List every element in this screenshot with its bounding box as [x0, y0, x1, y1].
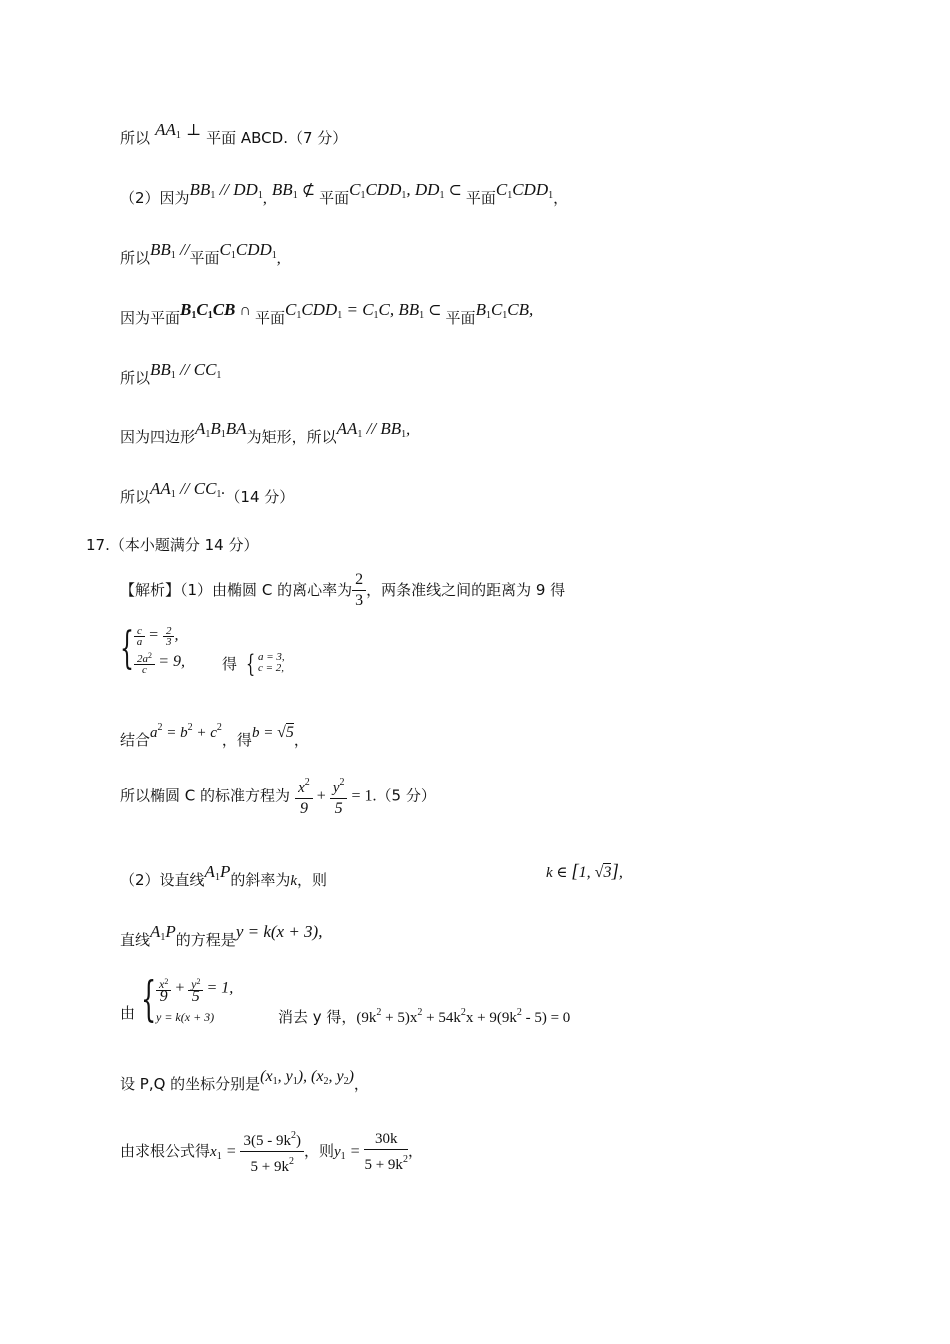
perp-symbol: ⊥	[185, 122, 202, 139]
subscript: 1	[257, 190, 263, 201]
math-expr	[210, 1144, 240, 1160]
math-var: b =	[251, 725, 278, 741]
system-eq-1	[134, 626, 178, 647]
math-var: y	[334, 1144, 341, 1160]
subscript: 1	[216, 489, 222, 500]
math-var: + c	[192, 725, 217, 741]
plus: +	[312, 787, 330, 805]
math-expr	[260, 1068, 354, 1085]
numerator-end: )	[295, 1133, 301, 1149]
math-op: //	[175, 240, 190, 259]
text: 所以	[120, 129, 151, 147]
fraction-x2-9	[295, 773, 313, 819]
text: 因为四边形	[120, 428, 196, 446]
comma: ,	[174, 626, 179, 644]
math-op: ⊄	[297, 182, 320, 199]
fraction-x1	[240, 1126, 304, 1177]
math-var: P	[219, 862, 231, 881]
fraction-y1	[364, 1129, 407, 1175]
numerator: 2	[163, 626, 175, 637]
system-result	[258, 652, 285, 674]
math-var: k ∈	[546, 865, 572, 881]
math-var: BA	[225, 419, 247, 438]
subscript: 1	[292, 190, 298, 201]
denominator: c	[142, 664, 147, 676]
math-var: A	[150, 922, 161, 941]
fraction-2-3	[352, 570, 366, 611]
subscript: 1	[548, 190, 554, 201]
denominator: 5 + 9k	[250, 1159, 289, 1175]
plus: +	[174, 979, 186, 997]
roots-line	[120, 1126, 423, 1179]
solution-label: 【解析】	[120, 581, 181, 599]
text: ，	[407, 1142, 423, 1160]
text: 所以椭圆 C 的标准方程为	[120, 786, 291, 805]
text: 因为平面	[120, 309, 181, 327]
superscript: 2	[187, 722, 193, 733]
math-op: // DD	[215, 180, 258, 199]
math-var: BB	[150, 240, 171, 259]
proof-line-5	[120, 360, 222, 394]
denominator: 9	[159, 988, 168, 1005]
subscript: 1	[292, 1076, 298, 1087]
text: 直线	[120, 931, 151, 949]
derive-text: 得	[222, 655, 238, 673]
numerator: x	[298, 780, 305, 796]
subscript: 1	[210, 190, 216, 201]
math-expr	[180, 300, 255, 319]
text: ，两条准线之间的距离为 9 得	[366, 581, 566, 599]
proof-line-2	[120, 180, 569, 214]
math-op: ⊂	[444, 182, 466, 199]
math-expr	[150, 922, 176, 941]
math-var: , DD	[406, 180, 440, 199]
bracket: ]	[611, 861, 619, 882]
equals: =	[345, 1143, 365, 1160]
subscript: 1	[340, 1151, 346, 1162]
math-expr	[476, 300, 534, 319]
denominator: a	[136, 636, 143, 648]
math-expr	[220, 240, 277, 259]
math-var: C	[349, 180, 361, 199]
elim-prefix: 由	[120, 1004, 136, 1022]
subscript: 1	[502, 310, 508, 321]
text: 平面	[445, 309, 476, 327]
subscript: 1	[507, 190, 513, 201]
math-var: AA	[150, 479, 171, 498]
numerator: 3(5 - 9k	[243, 1133, 291, 1149]
math-expr	[150, 240, 189, 259]
elim-result	[278, 1003, 570, 1028]
superscript: 2	[417, 1007, 423, 1018]
math-var: CB	[212, 300, 236, 319]
math-var: a	[150, 725, 158, 741]
numerator: 30k	[364, 1129, 407, 1150]
denominator: 5	[191, 988, 200, 1005]
text: 平面	[319, 189, 350, 207]
text: 消去 y 得，	[278, 1008, 357, 1026]
math-var: B	[180, 300, 192, 319]
equals-one: = 1.	[347, 787, 377, 805]
denominator: 3	[165, 636, 172, 648]
math-op: = C	[342, 300, 374, 319]
math-expr	[334, 1144, 364, 1160]
subscript: 1	[272, 1076, 278, 1087]
denominator: 3	[355, 592, 364, 609]
text: （1）由椭圆 C 的离心率为	[180, 581, 353, 599]
math-var: AA	[155, 120, 176, 139]
math-var: C	[284, 300, 297, 319]
text: 的方程是	[175, 931, 236, 949]
subscript: 1	[373, 310, 379, 321]
subscript: 1	[216, 370, 222, 381]
text: ，	[353, 1075, 369, 1093]
subscript: 1	[220, 429, 226, 440]
left-brace: {	[120, 623, 134, 674]
equals-one: = 1,	[206, 979, 234, 997]
math-var: C, BB	[378, 300, 420, 319]
math-op: ∩	[235, 302, 255, 319]
fraction-x2-9-small	[156, 976, 171, 1003]
math-term: + 5)x	[381, 1010, 418, 1026]
math-expr	[150, 722, 222, 741]
math-expr	[285, 300, 446, 319]
proof-line-4	[120, 300, 534, 334]
math-op: // CC	[175, 360, 217, 379]
subscript: 2	[323, 1076, 329, 1087]
math-op: // CC	[175, 479, 217, 498]
math-var: A	[204, 862, 215, 881]
comma: ,	[276, 250, 281, 267]
math-var: ), (x	[297, 1068, 324, 1085]
text: 平面	[189, 249, 220, 267]
text: ，则	[297, 871, 328, 889]
math-term: x + 9(9k	[465, 1010, 517, 1026]
subscript: 1	[205, 429, 211, 440]
math-expr	[190, 180, 263, 199]
math-expr	[272, 180, 319, 199]
subscript: 1	[439, 190, 445, 201]
text: （5 分）	[376, 786, 436, 805]
superscript: 2	[290, 1130, 296, 1141]
subscript: 1	[191, 310, 197, 321]
math-expr	[150, 360, 221, 379]
numerator: 2a	[137, 653, 148, 665]
sqrt-radicand: 5	[285, 724, 294, 741]
math-expr	[195, 419, 247, 438]
math-var: BB	[189, 180, 211, 199]
text: 平面	[465, 189, 496, 207]
text: （2）设直线	[120, 871, 205, 889]
math-var: B	[475, 300, 486, 319]
text: （14 分）	[225, 488, 295, 506]
text: 为矩形，所以	[246, 428, 337, 446]
text: 平面 ABCD.（7 分）	[206, 129, 348, 147]
math-term: (9k	[356, 1010, 377, 1026]
denominator: 5	[334, 800, 343, 817]
text: （2）因为	[120, 189, 190, 207]
proof-line-1	[120, 120, 348, 154]
math-var: C	[219, 240, 231, 259]
math-var: AA	[336, 419, 358, 438]
math-var: B	[210, 419, 221, 438]
superscript: 2	[288, 1156, 294, 1167]
text: ，	[553, 189, 569, 207]
math-var: BB	[271, 180, 293, 199]
superscript: 2	[157, 722, 163, 733]
fraction-c-a	[134, 626, 145, 647]
subscript: 1	[170, 370, 176, 381]
solution-line-1	[120, 570, 565, 611]
math-term: + 54k	[422, 1010, 461, 1026]
subscript: 1	[296, 310, 302, 321]
math-var: P	[165, 922, 176, 941]
math-var: BB	[150, 360, 171, 379]
math-var: CDD	[301, 300, 338, 319]
subscript: 1	[170, 250, 176, 261]
superscript: 2	[402, 1153, 408, 1165]
subscript: 1	[230, 250, 236, 261]
text: 平面	[254, 309, 285, 327]
math-var: A	[195, 419, 206, 438]
standard-equation-line	[120, 773, 436, 819]
math-var: , y	[328, 1068, 344, 1085]
problem-17-header: 17.（本小题满分 14 分）	[86, 536, 259, 554]
math-var: CDD	[512, 180, 549, 199]
math-var: C	[490, 300, 503, 319]
math-var: )	[348, 1068, 354, 1085]
equals: =	[148, 626, 163, 644]
quadratic-equation	[356, 1007, 571, 1026]
math-expr	[349, 180, 466, 199]
denominator: 9	[299, 800, 308, 817]
subscript: 1	[401, 190, 407, 201]
text: 设 P,Q 的坐标分别是	[120, 1075, 261, 1093]
superscript: 2	[164, 977, 169, 986]
superscript: 2	[376, 1007, 382, 1018]
fraction-2-3-small	[163, 626, 175, 647]
math-expr	[496, 180, 553, 199]
elim-eq-1	[156, 976, 233, 1003]
text: 的斜率为	[230, 871, 291, 889]
text: 所以	[120, 488, 151, 506]
subscript: 1	[485, 310, 491, 321]
elim-eq-2: y = k(x + 3)	[156, 1010, 215, 1024]
subscript: 1	[214, 872, 220, 883]
left-brace: {	[246, 650, 256, 678]
math-var: x	[210, 1144, 217, 1160]
numerator: y	[332, 780, 340, 796]
superscript: 2	[339, 777, 345, 788]
numerator: c	[134, 626, 145, 637]
math-expr	[150, 479, 225, 498]
text: ，	[293, 731, 309, 749]
math-op: ⊂	[424, 302, 446, 319]
period: .	[221, 481, 226, 498]
subscript: 1	[175, 130, 181, 141]
subscript: 1	[360, 190, 366, 201]
subscript: 1	[419, 310, 425, 321]
math-var: CB,	[507, 300, 534, 319]
superscript: 2	[304, 777, 310, 788]
superscript: 2	[216, 722, 222, 733]
fraction-y2-5	[330, 773, 348, 819]
sqrt-radicand: 3	[603, 864, 612, 881]
text: 结合	[120, 731, 151, 749]
math-var: CDD	[235, 240, 272, 259]
subscript: 1	[170, 489, 176, 500]
result-a: a = 3,	[258, 651, 285, 663]
text: 所以	[120, 249, 151, 267]
subscript: 1	[207, 310, 213, 321]
system-eq-2	[134, 651, 185, 675]
math-op: // BB	[362, 419, 402, 438]
superscript: 2	[460, 1007, 466, 1018]
k-range: k ∈ [1, √3],	[546, 861, 623, 882]
numerator: x	[159, 977, 165, 991]
comma: ,	[618, 864, 623, 881]
subscript: 1	[160, 932, 166, 943]
superscript: 2	[516, 1007, 522, 1018]
proof-line-6	[120, 419, 411, 453]
proof-line-3	[120, 240, 281, 274]
comma: ,	[406, 421, 411, 438]
denominator: 5 + 9k	[364, 1156, 403, 1173]
subscript: 1	[271, 250, 277, 261]
fraction-2a2-c	[134, 651, 155, 675]
superscript: 2	[196, 977, 201, 986]
math-expr	[205, 862, 231, 881]
equals: =	[221, 1143, 241, 1160]
math-var: (x	[260, 1068, 273, 1085]
math-term: - 5) = 0	[521, 1010, 571, 1026]
comma: ,	[262, 190, 267, 207]
math-var: , y	[277, 1068, 293, 1085]
math-aa1	[155, 120, 181, 139]
math-var: CDD	[365, 180, 402, 199]
line-equation	[120, 922, 323, 956]
text: 所以	[120, 369, 151, 387]
math-var: C	[196, 300, 208, 319]
part2-line	[120, 862, 328, 896]
numerator: y	[191, 977, 197, 991]
text: ，则	[303, 1142, 334, 1160]
subscript: 1	[401, 429, 407, 440]
numerator: 2	[352, 570, 366, 591]
proof-line-7	[120, 479, 295, 513]
text: 由求根公式得	[120, 1142, 211, 1160]
math-expr	[337, 419, 411, 438]
bracket: [	[571, 861, 579, 882]
subscript: 1	[216, 1151, 222, 1162]
left-brace: {	[141, 971, 157, 1027]
math-var: C	[495, 180, 508, 199]
equation: y = k(x + 3),	[235, 922, 323, 941]
text: ，得	[221, 731, 252, 749]
result-c: c = 2,	[258, 662, 285, 674]
subscript: 1	[357, 429, 363, 440]
subscript: 1	[337, 310, 343, 321]
combine-line	[120, 722, 309, 751]
math-var: = b	[162, 725, 188, 741]
math-var: k	[290, 873, 298, 889]
subscript: 2	[343, 1076, 349, 1087]
fraction-y2-5-small	[188, 976, 203, 1003]
math-expr: b = √5	[251, 724, 294, 741]
coords-line	[120, 1068, 369, 1100]
equation: = 9,	[158, 652, 186, 670]
superscript: 2	[148, 651, 152, 660]
math-number: 1,	[578, 864, 595, 881]
